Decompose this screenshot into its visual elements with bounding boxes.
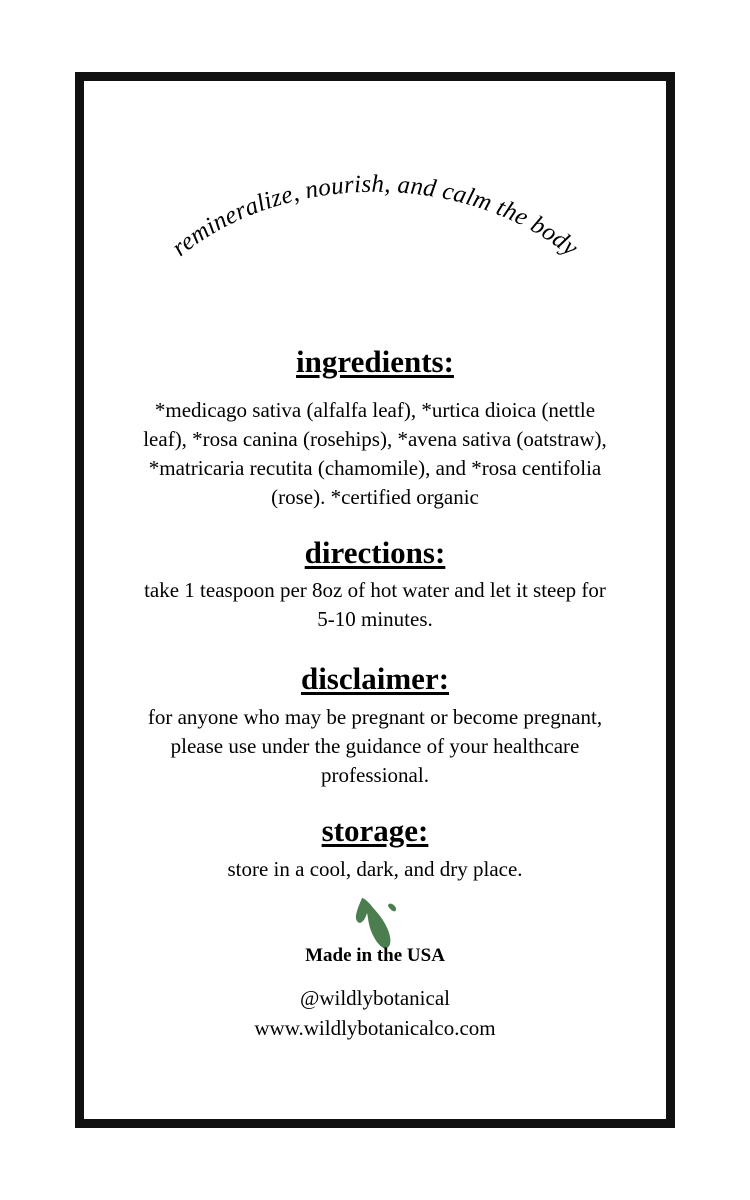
spacer [84, 512, 666, 534]
ingredients-text: *medicago sativa (alfalfa leaf), *urtica dioica (nettle leaf), *rosa canina (rosehips), *avena sativa (oatstraw), *matricaria recutita (chamomile), and *rosa centifolia (rose). *certified organic [143, 397, 607, 509]
spacer [84, 634, 666, 660]
tagline-text: remineralize, nourish, and calm the body [166, 170, 584, 262]
label-footer [84, 896, 666, 1044]
storage-text: store in a cool, dark, and dry place. [227, 856, 523, 881]
directions-heading: directions: [304, 534, 446, 570]
tagline-arch [115, 169, 635, 349]
storage-heading: storage: [321, 812, 429, 848]
spacer [84, 790, 666, 812]
website-url: www.wildlybotanicalco.com [254, 1016, 496, 1041]
ingredients-heading: ingredients: [296, 344, 454, 379]
label-body [84, 343, 666, 884]
spacer [84, 382, 666, 396]
product-label-card [75, 72, 675, 1128]
disclaimer-heading: disclaimer: [300, 661, 450, 697]
directions-text: take 1 teaspoon per 8oz of hot water and let it steep for 5-10 minutes. [144, 578, 606, 632]
made-in-text: Made in the USA [305, 945, 445, 966]
label-inner [84, 81, 666, 1119]
disclaimer-text: for anyone who may be pregnant or become pregnant, please use under the guidance of your healthcare professional. [147, 705, 603, 787]
social-handle: @wildlybotanical [300, 985, 450, 1010]
